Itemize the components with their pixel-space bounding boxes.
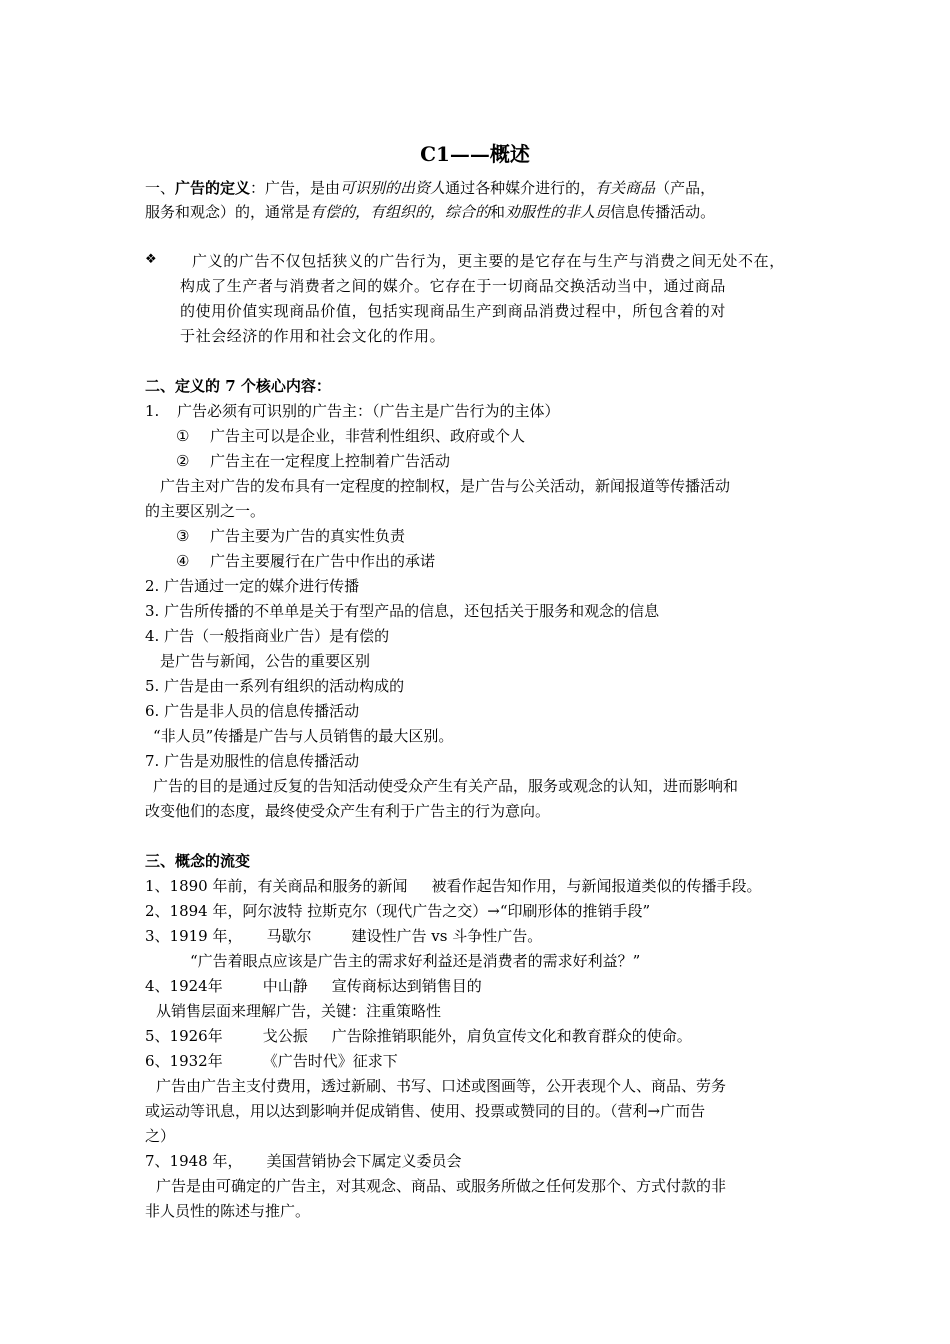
bullet-line-3: 的使用价值实现商品价值，包括实现商品生产到商品消费过程中，所包含着的对 — [180, 302, 727, 320]
item-text: 广告主可以是企业，非营利性组织、政府或个人 — [210, 427, 526, 445]
evolution-item-1 — [145, 874, 815, 898]
definition-emphasis: 劝服性的非人员 — [505, 203, 611, 221]
item-text: 广告主要履行在广告中作出的承诺 — [210, 552, 436, 570]
evolution-item-3 — [145, 924, 815, 948]
circled-number: ④ — [176, 552, 190, 570]
core-item-5: 5. 广告是由一系列有组织的活动构成的 — [145, 677, 405, 695]
evolution-item-3-quote: “广告着眼点应该是广告主的需求好利益还是消费者的需求好利益？” — [190, 952, 641, 970]
core-item-6-note: “非人员”传播是广告与人员销售的最大区别。 — [153, 727, 454, 745]
item-text: 4、1924年 — [145, 977, 223, 995]
item-text: 5、1926年 — [145, 1027, 223, 1045]
item-text: 广告主在一定程度上控制着广告活动 — [210, 452, 451, 470]
item-text: 马歇尔 — [266, 927, 312, 945]
item-text: 戈公振 — [262, 1027, 308, 1045]
page-title: C1——概述 — [420, 142, 530, 166]
evolution-item-2: 2、1894 年，阿尔波特 拉斯克尔（现代广告之交）→“印刷形体的推销手段” — [145, 902, 651, 920]
core-item-7-line-1: 广告的目的是通过反复的告知活动使受众产生有关产品，服务或观念的认知，进而影响和 — [153, 777, 739, 795]
definition-text: 服务和观念）的，通常是 — [145, 203, 311, 221]
definition-emphasis: 有关商品 — [595, 179, 656, 197]
item-text: 美国营销协会下属定义委员会 — [266, 1152, 462, 1170]
item-text: 7、1948 年， — [145, 1152, 243, 1170]
core-item-7-line-2: 改变他们的态度，最终使受众产生有利于广告主的行为意向。 — [145, 802, 551, 820]
item-text: 6、1932年 — [145, 1052, 223, 1070]
section-3-heading: 三、概念的流变 — [145, 852, 251, 870]
item-text: 建设性广告 vs 斗争性广告。 — [351, 927, 543, 945]
definition-line-1 — [145, 176, 815, 200]
core-item-7: 7. 广告是劝服性的信息传播活动 — [145, 752, 360, 770]
item-text: 3、1919 年， — [145, 927, 243, 945]
definition-text: ：广告，是由 — [250, 179, 341, 197]
core-item-6: 6. 广告是非人员的信息传播活动 — [145, 702, 360, 720]
evolution-item-5 — [145, 1024, 815, 1048]
sub-item-4 — [176, 549, 846, 573]
core-item-4: 4. 广告（一般指商业广告）是有偿的 — [145, 627, 390, 645]
section-1-prefix: 一、 — [145, 179, 176, 197]
bullet-line-2: 构成了生产者与消费者之间的媒介。它存在于一切商品交换活动当中，通过商品 — [180, 277, 727, 295]
definition-text: （产品， — [655, 179, 716, 197]
item-text: 1、1890 年前，有关商品和服务的新闻 — [145, 877, 408, 895]
item-number: 1. — [145, 402, 160, 420]
circled-number: ③ — [176, 527, 190, 545]
item-text: 《广告时代》征求下 — [262, 1052, 398, 1070]
circled-number: ② — [176, 452, 190, 470]
item-text: 中山静 — [262, 977, 308, 995]
item-text: 广告必须有可识别的广告主：（广告主是广告行为的主体） — [177, 402, 560, 420]
evolution-item-7-line-1: 广告是由可确定的广告主，对其观念、商品、或服务所做之任何发那个、方式付款的非 — [156, 1177, 727, 1195]
evolution-item-6-line-1: 广告由广告主支付费用，透过新刷、书写、口述或图画等，公开表现个人、商品、劳务 — [156, 1077, 727, 1095]
evolution-item-6 — [145, 1049, 815, 1073]
evolution-item-4-note: 从销售层面来理解广告，关键：注重策略性 — [156, 1002, 442, 1020]
core-item-3: 3. 广告所传播的不单单是关于有型产品的信息，还包括关于服务和观念的信息 — [145, 602, 660, 620]
item-text: 广告主要为广告的真实性负责 — [210, 527, 406, 545]
sub-item-2 — [176, 449, 846, 473]
definition-text: 通过各种媒介进行的， — [445, 179, 596, 197]
evolution-item-7-line-2: 非人员性的陈述与推广。 — [145, 1202, 311, 1220]
definition-emphasis: 有偿的，有组织的，综合的 — [310, 203, 491, 221]
control-paragraph-line-1: 广告主对广告的发布具有一定程度的控制权，是广告与公关活动，新闻报道等传播活动 — [160, 477, 731, 495]
section-2-heading: 二、定义的 7 个核心内容： — [145, 377, 331, 395]
item-text: 宣传商标达到销售目的 — [331, 977, 482, 995]
diamond-bullet-icon: ❖ — [145, 252, 157, 267]
sub-item-3 — [176, 524, 846, 548]
core-item-2: 2. 广告通过一定的媒介进行传播 — [145, 577, 360, 595]
evolution-item-7 — [145, 1149, 815, 1173]
bullet-line-1: 广义的广告不仅包括狭义的广告行为，更主要的是它存在与生产与消费之间无处不在， — [192, 252, 785, 270]
bullet-line-4: 于社会经济的作用和社会文化的作用。 — [180, 327, 446, 345]
definition-text: 和 — [490, 203, 506, 221]
section-1-heading: 广告的定义 — [175, 179, 251, 197]
core-item-1 — [145, 399, 815, 423]
core-item-4-note: 是广告与新闻，公告的重要区别 — [160, 652, 371, 670]
circled-number: ① — [176, 427, 190, 445]
definition-emphasis: 可识别的出资人 — [340, 179, 446, 197]
definition-text: 信息传播活动。 — [610, 203, 716, 221]
evolution-item-6-line-3: 之） — [145, 1127, 176, 1145]
sub-item-1 — [176, 424, 846, 448]
item-text: 被看作起告知作用，与新闻报道类似的传播手段。 — [431, 877, 762, 895]
item-text: 广告除推销职能外，肩负宣传文化和教育群众的使命。 — [331, 1027, 692, 1045]
evolution-item-6-line-2: 或运动等讯息，用以达到影响并促成销售、使用、投票或赞同的目的。（营利→广而告 — [145, 1102, 706, 1120]
control-paragraph-line-2: 的主要区别之一。 — [145, 502, 266, 520]
evolution-item-4 — [145, 974, 815, 998]
definition-line-2 — [145, 200, 815, 224]
